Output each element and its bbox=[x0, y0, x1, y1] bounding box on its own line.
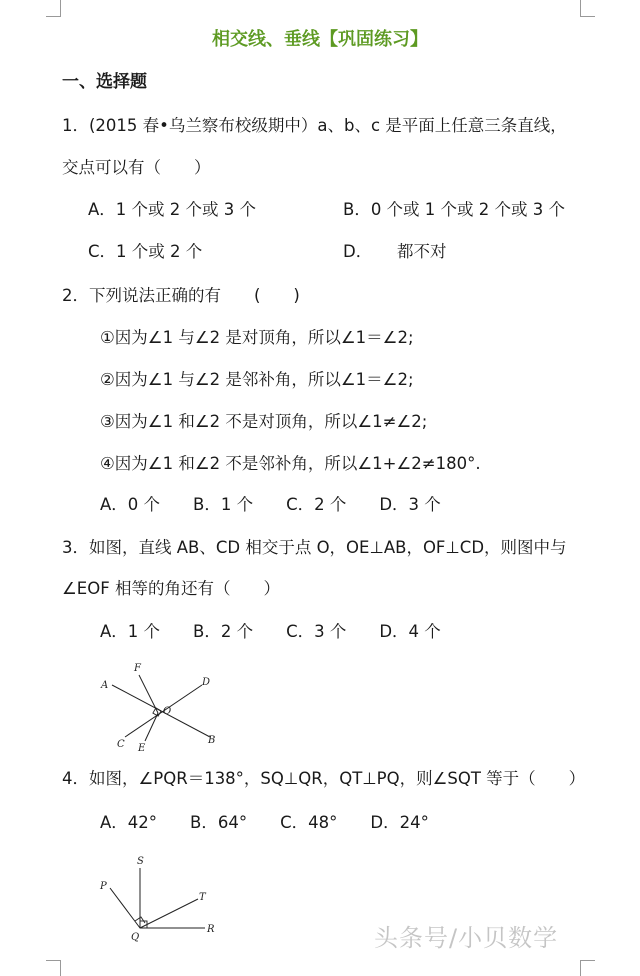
label-q: Q bbox=[131, 932, 140, 943]
label-f: F bbox=[134, 663, 141, 674]
ray-qt bbox=[140, 899, 198, 928]
q2-statement-1: ①因为∠1 与∠2 是对顶角，所以∠1＝∠2; bbox=[100, 328, 414, 347]
q3-options: A．1 个 B．2 个 C．3 个 D．4 个 bbox=[100, 622, 441, 641]
label-e: E bbox=[138, 743, 146, 754]
label-d: D bbox=[202, 677, 211, 688]
ray-qp bbox=[110, 888, 140, 928]
q1-option-b: B．0 个或 1 个或 2 个或 3 个 bbox=[343, 200, 566, 219]
corner-mark-top-right bbox=[580, 0, 595, 17]
q4-stem: 4．如图，∠PQR＝138°，SQ⊥QR，QT⊥PQ，则∠SQT 等于（ ） bbox=[62, 769, 586, 788]
label-p: P bbox=[100, 881, 107, 892]
watermark: 头条号/小贝数学 bbox=[374, 924, 559, 952]
q1-stem-line1: 1．(2015 春•乌兰察布校级期中）a、b、c 是平面上任意三条直线， bbox=[62, 116, 567, 135]
q4-options: A．42° B．64° C．48° D．24° bbox=[100, 813, 429, 832]
label-a: A bbox=[101, 680, 109, 691]
label-s: S bbox=[137, 856, 144, 867]
q3-figure bbox=[90, 655, 230, 755]
label-c: C bbox=[117, 739, 125, 750]
ray-oe bbox=[145, 713, 158, 741]
q4-figure bbox=[95, 850, 225, 945]
q2-statement-4: ④因为∠1 和∠2 不是邻补角，所以∠1+∠2≠180°. bbox=[100, 454, 481, 473]
q3-stem-line2: ∠EOF 相等的角还有（ ） bbox=[62, 579, 280, 598]
label-o: O bbox=[163, 706, 172, 717]
q1-stem-line2: 交点可以有（ ） bbox=[62, 158, 211, 177]
section-heading: 一、选择题 bbox=[62, 72, 147, 92]
q3-stem-line1: 3．如图，直线 AB、CD 相交于点 O，OE⊥AB，OF⊥CD，则图中与 bbox=[62, 538, 567, 557]
q2-statement-2: ②因为∠1 与∠2 是邻补角，所以∠1＝∠2; bbox=[100, 370, 414, 389]
q2-stem: 2．下列说法正确的有 ( ) bbox=[62, 286, 300, 305]
corner-mark-bottom-right bbox=[580, 960, 595, 976]
q1-option-c: C．1 个或 2 个 bbox=[88, 242, 203, 261]
label-t: T bbox=[199, 892, 206, 903]
label-r: R bbox=[207, 924, 215, 935]
label-b: B bbox=[208, 735, 216, 746]
q1-option-d: D． 都不对 bbox=[343, 242, 447, 261]
corner-mark-top-left bbox=[46, 0, 61, 17]
ray-of bbox=[139, 675, 158, 713]
q1-option-a: A．1 个或 2 个或 3 个 bbox=[88, 200, 257, 219]
q2-statement-3: ③因为∠1 和∠2 不是对顶角，所以∠1≠∠2; bbox=[100, 412, 428, 431]
page-title: 相交线、垂线【巩固练习】 bbox=[212, 29, 428, 50]
q2-options: A．0 个 B．1 个 C．2 个 D．3 个 bbox=[100, 495, 441, 514]
corner-mark-bottom-left bbox=[46, 960, 61, 976]
